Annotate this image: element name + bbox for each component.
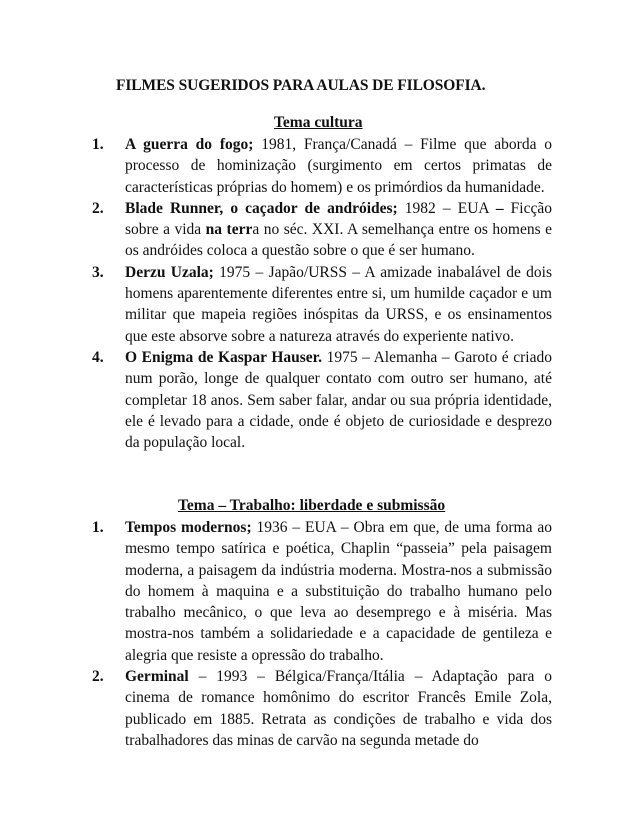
film-list-trabalho [92,517,552,751]
film-description: 1982 – EUA [397,199,496,217]
film-number: 1. [92,519,104,536]
film-description: a no séc. XXI. A semelhança entre os homens e os andróides coloca a questão sobre o que é ser humano. [125,221,553,260]
film-description: 1936 – EUA – Obra em que, de uma forma ao mesmo tempo satírica e poética, Chaplin “passeia” pela paisagem moderna, a paisagem da indústria moderna. Mostra-nos a submissão do homem à maquina e a substituição do trabalho humano pelo trabalho mecânico, o que leva ao desemprego e à miséria. Mas mostra-nos também a solidariedade e a capacidade de gentileza e alegria que resiste a opressão do trabalho. [125,519,552,664]
film-list-cultura [92,134,552,453]
film-item-kaspar-hauser [92,347,552,453]
section-title-trabalho: Tema – Trabalho: liberdade e submissão [178,497,446,514]
film-item-blade-runner [92,198,552,262]
document-title: FILMES SUGERIDOS PARA AULAS DE FILOSOFIA. [116,77,486,94]
film-number: 2. [92,668,104,686]
film-item-germinal [92,666,552,751]
section-title-cultura: Tema cultura [274,114,363,131]
film-item-guerra-do-fogo [92,134,552,198]
film-title: Tempos modernos; [125,519,252,536]
film-number: 3. [92,263,104,281]
film-item-tempos-modernos [92,517,552,666]
film-description-emphasis: na terr [205,221,253,239]
film-title: Blade Runner, o caçador de andróides; [125,199,398,217]
film-description: 1975 – Alemanha – Garoto é criado num porão, longe de qualquer contato com outro ser humano, até completar 18 anos. Sem saber falar, andar ou sua própria identidade, ele é levado para a cidade, onde é objeto de curiosidade e desprezo da população local. [125,348,552,452]
film-description: Ficção sobre a vida [125,199,553,239]
film-title: Germinal [125,668,189,686]
film-description: – 1993 – Bélgica/França/Itália – Adaptação para o cinema de romance homônimo do escritor Francês Emile Zola, publicado em 1885. Retrata as condições de trabalho e vida dos trabalhadores das minas de carvão na segunda metade do [125,668,552,749]
film-description-dash: – [495,199,504,217]
film-title: A guerra do fogo; [125,136,254,153]
film-description: 1981, França/Canadá – Filme que aborda o processo de hominização (surgimento em certos primatas de características próprias do homem) e os primórdios da humanidade. [125,136,552,196]
film-description: 1975 – Japão/URSS – A amizade inabalável de dois homens aparentemente diferentes entre si, um humilde caçador e um militar que mapeia regiões inóspitas da URSS, e os ensinamentos que este absorve sobre a natureza através do experiente nativo. [125,263,553,345]
film-item-derzu-uzala [92,262,552,347]
film-number: 1. [92,136,104,153]
film-title: Derzu Uzala; [125,263,214,281]
film-number: 4. [92,348,104,366]
film-number: 2. [92,199,104,217]
film-title: O Enigma de Kaspar Hauser. [125,348,322,366]
